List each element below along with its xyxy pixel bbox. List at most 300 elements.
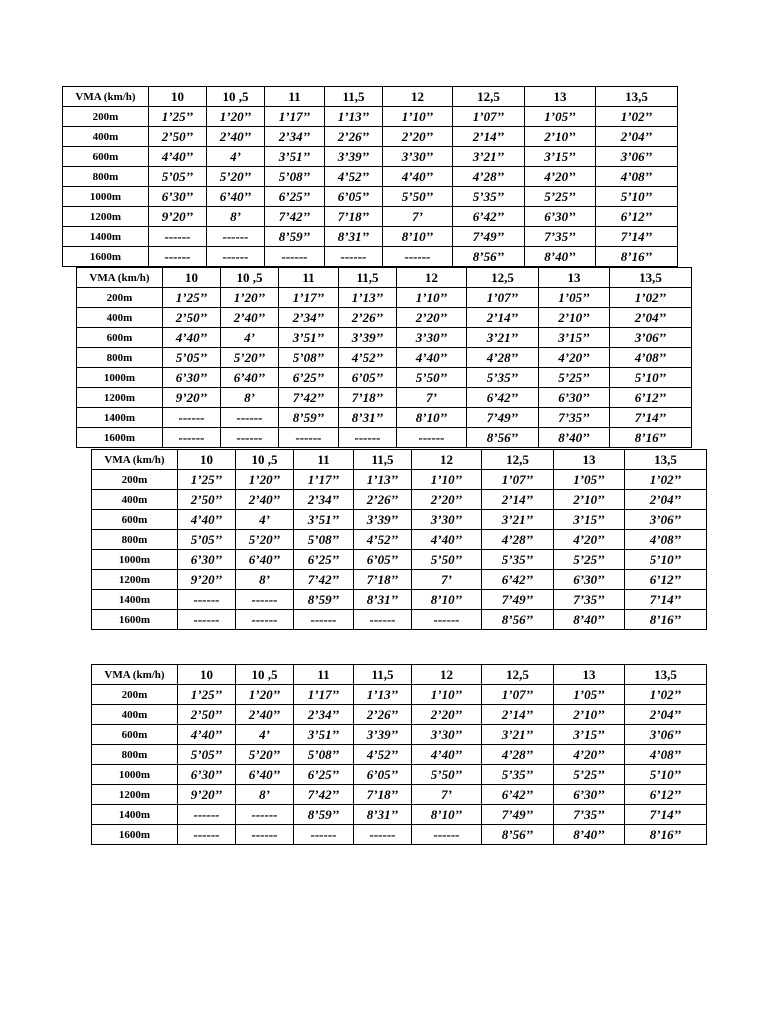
table-row	[77, 308, 692, 328]
time-cell: 1’07’’	[482, 470, 554, 490]
time-cell: 5’50’’	[397, 368, 467, 388]
time-cell: 2’14’’	[453, 127, 525, 147]
time-cell: 4’	[207, 147, 265, 167]
time-cell: 4’08’’	[625, 530, 707, 550]
speed-header-cell: 11,5	[325, 87, 383, 107]
time-cell: 5’10’’	[625, 765, 707, 785]
time-cell: 6’25’’	[294, 765, 354, 785]
speed-header-cell: 13	[554, 450, 625, 470]
time-cell: 4’28’’	[482, 530, 554, 550]
time-cell: 5’25’’	[554, 550, 625, 570]
time-cell: 3’15’’	[525, 147, 596, 167]
time-cell: 5’35’’	[453, 187, 525, 207]
time-cell: 1’13’’	[354, 470, 412, 490]
time-cell: 8’	[236, 570, 294, 590]
table-row	[92, 610, 707, 630]
time-cell: 4’40’’	[149, 147, 207, 167]
distance-cell: 1200m	[92, 570, 178, 590]
time-cell: 8’59’’	[294, 590, 354, 610]
time-cell: 6’12’’	[625, 785, 707, 805]
distance-cell: 400m	[63, 127, 149, 147]
distance-cell: 600m	[63, 147, 149, 167]
speed-header-cell: 12	[412, 665, 482, 685]
time-cell: 1’20’’	[207, 107, 265, 127]
speed-header-cell: 11	[294, 450, 354, 470]
time-cell: 3’51’’	[279, 328, 339, 348]
time-cell: ------	[236, 805, 294, 825]
time-cell: 8’10’’	[397, 408, 467, 428]
table-row	[77, 428, 692, 448]
time-cell: 4’20’’	[554, 530, 625, 550]
table-row	[92, 685, 707, 705]
time-cell: 2’34’’	[294, 705, 354, 725]
table-row	[92, 805, 707, 825]
time-cell: 7’42’’	[294, 785, 354, 805]
distance-cell: 600m	[92, 510, 178, 530]
time-cell: 2’20’’	[412, 705, 482, 725]
time-cell: 1’05’’	[539, 288, 610, 308]
time-cell: ------	[294, 610, 354, 630]
header-row	[63, 87, 678, 107]
time-cell: 4’08’’	[610, 348, 692, 368]
time-cell: 7’	[383, 207, 453, 227]
distance-cell: 200m	[77, 288, 163, 308]
time-cell: 8’	[236, 785, 294, 805]
time-cell: 3’30’’	[412, 725, 482, 745]
distance-cell: 1400m	[63, 227, 149, 247]
time-cell: 6’25’’	[294, 550, 354, 570]
time-cell: 1’25’’	[149, 107, 207, 127]
table-row	[63, 167, 678, 187]
time-cell: ------	[412, 610, 482, 630]
time-cell: 8’	[207, 207, 265, 227]
time-cell: 1’05’’	[554, 685, 625, 705]
time-cell: 1’20’’	[236, 470, 294, 490]
vma-header-cell: VMA (km/h)	[92, 665, 178, 685]
time-cell: 5’10’’	[596, 187, 678, 207]
vma-header-cell: VMA (km/h)	[63, 87, 149, 107]
distance-cell: 200m	[92, 685, 178, 705]
time-cell: 8’56’’	[453, 247, 525, 267]
time-cell: 5’08’’	[294, 745, 354, 765]
distance-cell: 800m	[63, 167, 149, 187]
time-cell: 2’14’’	[482, 490, 554, 510]
speed-header-cell: 13	[554, 665, 625, 685]
time-cell: 4’40’’	[178, 510, 236, 530]
speed-header-cell: 11,5	[354, 665, 412, 685]
time-cell: ------	[178, 825, 236, 845]
distance-cell: 400m	[92, 705, 178, 725]
time-cell: 6’40’’	[236, 550, 294, 570]
time-cell: 3’21’’	[482, 725, 554, 745]
table-row	[63, 147, 678, 167]
time-cell: 2’20’’	[397, 308, 467, 328]
time-cell: 5’35’’	[467, 368, 539, 388]
time-cell: 6’30’’	[554, 570, 625, 590]
table-row	[63, 127, 678, 147]
time-cell: 2’04’’	[625, 705, 707, 725]
time-cell: 6’30’’	[178, 765, 236, 785]
time-cell: 8’59’’	[294, 805, 354, 825]
time-cell: 7’42’’	[294, 570, 354, 590]
table-row	[77, 348, 692, 368]
time-cell: 5’05’’	[163, 348, 221, 368]
time-cell: 4’08’’	[596, 167, 678, 187]
time-cell: 7’49’’	[453, 227, 525, 247]
time-cell: 3’06’’	[610, 328, 692, 348]
time-cell: ------	[397, 428, 467, 448]
distance-cell: 400m	[92, 490, 178, 510]
time-cell: 2’34’’	[265, 127, 325, 147]
time-cell: 8’31’’	[354, 590, 412, 610]
time-cell: 8’	[221, 388, 279, 408]
table-row	[92, 785, 707, 805]
time-cell: 5’05’’	[178, 530, 236, 550]
time-cell: 7’35’’	[525, 227, 596, 247]
speed-header-cell: 10 ,5	[207, 87, 265, 107]
time-cell: 3’39’’	[325, 147, 383, 167]
time-cell: 7’18’’	[354, 785, 412, 805]
time-cell: 8’40’’	[539, 428, 610, 448]
time-cell: ------	[354, 610, 412, 630]
speed-header-cell: 12,5	[482, 665, 554, 685]
time-cell: 4’20’’	[539, 348, 610, 368]
time-cell: 8’59’’	[279, 408, 339, 428]
time-cell: 3’39’’	[354, 725, 412, 745]
time-cell: 5’50’’	[383, 187, 453, 207]
time-cell: 5’35’’	[482, 765, 554, 785]
time-cell: 1’17’’	[294, 685, 354, 705]
table-row	[63, 187, 678, 207]
distance-cell: 800m	[77, 348, 163, 368]
time-cell: 4’40’’	[412, 745, 482, 765]
time-cell: 4’	[221, 328, 279, 348]
distance-cell: 1400m	[92, 590, 178, 610]
time-cell: 6’12’’	[610, 388, 692, 408]
time-cell: 8’10’’	[383, 227, 453, 247]
time-cell: ------	[265, 247, 325, 267]
time-cell: 8’31’’	[339, 408, 397, 428]
speed-header-cell: 12	[383, 87, 453, 107]
time-cell: 7’14’’	[610, 408, 692, 428]
distance-cell: 1200m	[63, 207, 149, 227]
time-cell: 4’40’’	[163, 328, 221, 348]
time-cell: 6’05’’	[339, 368, 397, 388]
vma-header-cell: VMA (km/h)	[77, 268, 163, 288]
time-cell: 1’02’’	[596, 107, 678, 127]
time-cell: 1’13’’	[325, 107, 383, 127]
speed-header-cell: 12	[397, 268, 467, 288]
time-cell: 6’40’’	[207, 187, 265, 207]
table-row	[63, 227, 678, 247]
time-cell: 7’18’’	[354, 570, 412, 590]
time-cell: 5’50’’	[412, 765, 482, 785]
time-cell: 8’59’’	[265, 227, 325, 247]
time-cell: 1’20’’	[221, 288, 279, 308]
time-cell: 3’30’’	[397, 328, 467, 348]
time-cell: 7’14’’	[625, 590, 707, 610]
time-cell: 2’40’’	[236, 490, 294, 510]
time-cell: 1’02’’	[625, 470, 707, 490]
time-cell: 4’28’’	[467, 348, 539, 368]
time-cell: ------	[339, 428, 397, 448]
time-cell: 8’56’’	[482, 610, 554, 630]
time-cell: ------	[236, 610, 294, 630]
time-cell: 6’42’’	[467, 388, 539, 408]
time-cell: 3’21’’	[467, 328, 539, 348]
time-cell: 2’50’’	[178, 490, 236, 510]
time-cell: 1’10’’	[383, 107, 453, 127]
distance-cell: 800m	[92, 745, 178, 765]
speed-header-cell: 13,5	[596, 87, 678, 107]
time-cell: 2’04’’	[596, 127, 678, 147]
time-cell: 4’28’’	[453, 167, 525, 187]
time-cell: 5’05’’	[149, 167, 207, 187]
time-cell: 4’28’’	[482, 745, 554, 765]
time-cell: 8’16’’	[610, 428, 692, 448]
time-cell: 4’52’’	[354, 530, 412, 550]
table-row	[77, 368, 692, 388]
speed-header-cell: 11	[279, 268, 339, 288]
speed-header-cell: 10	[149, 87, 207, 107]
time-cell: 6’30’’	[149, 187, 207, 207]
time-cell: 2’26’’	[354, 705, 412, 725]
time-cell: ------	[178, 590, 236, 610]
time-cell: 3’39’’	[339, 328, 397, 348]
vma-table-1	[62, 86, 678, 267]
time-cell: 6’40’’	[221, 368, 279, 388]
distance-cell: 1600m	[92, 825, 178, 845]
time-cell: 4’52’’	[339, 348, 397, 368]
table-row	[63, 247, 678, 267]
time-cell: 5’25’’	[539, 368, 610, 388]
time-cell: 1’10’’	[397, 288, 467, 308]
time-cell: 2’40’’	[207, 127, 265, 147]
table-row	[92, 550, 707, 570]
time-cell: 2’14’’	[482, 705, 554, 725]
time-cell: ------	[294, 825, 354, 845]
time-cell: 8’56’’	[467, 428, 539, 448]
distance-cell: 1400m	[92, 805, 178, 825]
time-cell: 2’50’’	[178, 705, 236, 725]
table-row	[92, 470, 707, 490]
time-cell: 3’51’’	[265, 147, 325, 167]
time-cell: 1’10’’	[412, 470, 482, 490]
time-cell: 6’05’’	[325, 187, 383, 207]
time-cell: 1’05’’	[554, 470, 625, 490]
time-cell: 3’21’’	[453, 147, 525, 167]
time-cell: ------	[236, 825, 294, 845]
time-cell: 6’12’’	[625, 570, 707, 590]
vma-table-2	[76, 267, 692, 448]
time-cell: 4’40’’	[383, 167, 453, 187]
time-cell: 2’34’’	[294, 490, 354, 510]
time-cell: ------	[178, 805, 236, 825]
time-cell: 6’30’’	[163, 368, 221, 388]
time-cell: 7’18’’	[325, 207, 383, 227]
time-cell: 7’14’’	[596, 227, 678, 247]
time-cell: 8’40’’	[525, 247, 596, 267]
distance-cell: 1600m	[92, 610, 178, 630]
speed-header-cell: 10 ,5	[236, 450, 294, 470]
table-row	[92, 510, 707, 530]
time-cell: 3’30’’	[412, 510, 482, 530]
time-cell: 6’42’’	[453, 207, 525, 227]
time-cell: 7’18’’	[339, 388, 397, 408]
time-cell: 3’06’’	[625, 725, 707, 745]
time-cell: 6’05’’	[354, 550, 412, 570]
time-cell: 2’40’’	[221, 308, 279, 328]
time-cell: 1’05’’	[525, 107, 596, 127]
time-cell: 1’07’’	[467, 288, 539, 308]
speed-header-cell: 12	[412, 450, 482, 470]
speed-header-cell: 10	[178, 450, 236, 470]
time-cell: 3’15’’	[539, 328, 610, 348]
distance-cell: 200m	[63, 107, 149, 127]
time-cell: 2’34’’	[279, 308, 339, 328]
vma-table-4	[91, 664, 707, 845]
time-cell: 2’26’’	[325, 127, 383, 147]
time-cell: 2’50’’	[163, 308, 221, 328]
time-cell: ------	[279, 428, 339, 448]
table-row	[92, 825, 707, 845]
speed-header-cell: 10 ,5	[221, 268, 279, 288]
time-cell: 8’10’’	[412, 590, 482, 610]
time-cell: 5’25’’	[525, 187, 596, 207]
time-cell: 3’51’’	[294, 510, 354, 530]
time-cell: 9’20’’	[178, 570, 236, 590]
table-row	[92, 745, 707, 765]
header-row	[92, 665, 707, 685]
time-cell: ------	[354, 825, 412, 845]
time-cell: ------	[178, 610, 236, 630]
time-cell: ------	[221, 408, 279, 428]
time-cell: 6’30’’	[554, 785, 625, 805]
time-cell: 7’49’’	[482, 805, 554, 825]
speed-header-cell: 13,5	[625, 665, 707, 685]
time-cell: 5’05’’	[178, 745, 236, 765]
table-row	[77, 328, 692, 348]
time-cell: 9’20’’	[178, 785, 236, 805]
time-cell: 5’10’’	[610, 368, 692, 388]
time-cell: 8’16’’	[625, 610, 707, 630]
speed-header-cell: 12,5	[467, 268, 539, 288]
speed-header-cell: 13	[525, 87, 596, 107]
time-cell: 6’42’’	[482, 570, 554, 590]
time-cell: 7’35’’	[539, 408, 610, 428]
table-row	[92, 530, 707, 550]
speed-header-cell: 12,5	[453, 87, 525, 107]
time-cell: 2’04’’	[625, 490, 707, 510]
distance-cell: 1400m	[77, 408, 163, 428]
time-cell: 1’10’’	[412, 685, 482, 705]
time-cell: 4’40’’	[397, 348, 467, 368]
distance-cell: 600m	[77, 328, 163, 348]
time-cell: 7’35’’	[554, 805, 625, 825]
table-row	[63, 207, 678, 227]
time-cell: 4’52’’	[354, 745, 412, 765]
time-cell: 3’15’’	[554, 510, 625, 530]
table-row	[92, 765, 707, 785]
time-cell: ------	[236, 590, 294, 610]
time-cell: 8’10’’	[412, 805, 482, 825]
time-cell: 4’20’’	[525, 167, 596, 187]
time-cell: 1’20’’	[236, 685, 294, 705]
speed-header-cell: 13	[539, 268, 610, 288]
time-cell: 4’40’’	[178, 725, 236, 745]
time-cell: 4’20’’	[554, 745, 625, 765]
time-cell: 7’49’’	[467, 408, 539, 428]
time-cell: 5’25’’	[554, 765, 625, 785]
time-cell: 6’30’’	[539, 388, 610, 408]
time-cell: 5’35’’	[482, 550, 554, 570]
time-cell: 2’04’’	[610, 308, 692, 328]
time-cell: 5’08’’	[265, 167, 325, 187]
speed-header-cell: 12,5	[482, 450, 554, 470]
time-cell: 5’20’’	[207, 167, 265, 187]
table-row	[77, 408, 692, 428]
time-cell: 5’20’’	[221, 348, 279, 368]
distance-cell: 200m	[92, 470, 178, 490]
time-cell: 1’13’’	[354, 685, 412, 705]
distance-cell: 1600m	[77, 428, 163, 448]
time-cell: 1’02’’	[625, 685, 707, 705]
distance-cell: 800m	[92, 530, 178, 550]
distance-cell: 1000m	[92, 765, 178, 785]
speed-header-cell: 10	[163, 268, 221, 288]
time-cell: 4’40’’	[412, 530, 482, 550]
time-cell: 2’40’’	[236, 705, 294, 725]
time-cell: 8’40’’	[554, 825, 625, 845]
time-cell: 7’42’’	[265, 207, 325, 227]
time-cell: 2’20’’	[412, 490, 482, 510]
time-cell: 3’30’’	[383, 147, 453, 167]
time-cell: 4’52’’	[325, 167, 383, 187]
time-cell: 1’25’’	[178, 685, 236, 705]
time-cell: 1’25’’	[163, 288, 221, 308]
table-row	[92, 725, 707, 745]
time-cell: 8’16’’	[625, 825, 707, 845]
distance-cell: 1200m	[77, 388, 163, 408]
time-cell: 1’17’’	[279, 288, 339, 308]
time-cell: ------	[207, 227, 265, 247]
table-row	[92, 705, 707, 725]
time-cell: 5’10’’	[625, 550, 707, 570]
time-cell: 6’25’’	[265, 187, 325, 207]
header-row	[77, 268, 692, 288]
time-cell: 9’20’’	[163, 388, 221, 408]
speed-header-cell: 10	[178, 665, 236, 685]
time-cell: 8’31’’	[354, 805, 412, 825]
table-row	[77, 288, 692, 308]
time-cell: 2’10’’	[539, 308, 610, 328]
table-row	[63, 107, 678, 127]
time-cell: 5’20’’	[236, 745, 294, 765]
time-cell: 8’31’’	[325, 227, 383, 247]
time-cell: 3’21’’	[482, 510, 554, 530]
time-cell: 1’07’’	[482, 685, 554, 705]
time-cell: 7’14’’	[625, 805, 707, 825]
time-cell: ------	[163, 428, 221, 448]
time-cell: 6’42’’	[482, 785, 554, 805]
time-cell: ------	[207, 247, 265, 267]
time-cell: 5’20’’	[236, 530, 294, 550]
speed-header-cell: 11	[294, 665, 354, 685]
time-cell: 7’	[397, 388, 467, 408]
speed-header-cell: 13,5	[610, 268, 692, 288]
time-cell: ------	[221, 428, 279, 448]
time-cell: 4’08’’	[625, 745, 707, 765]
